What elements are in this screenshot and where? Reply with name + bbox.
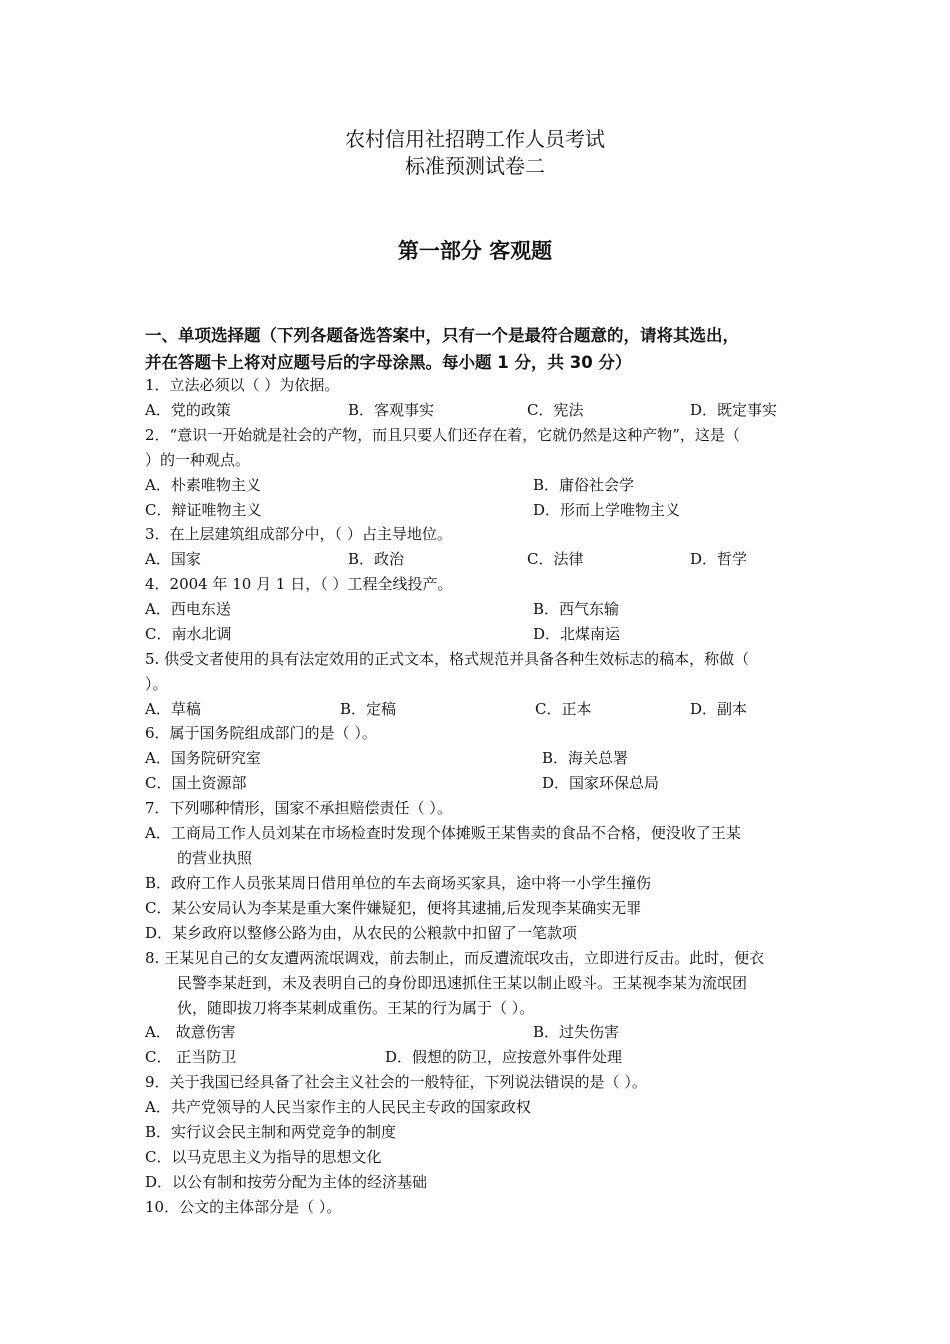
- option-d: D．既定事实: [690, 401, 778, 419]
- option-a: A．共产党领导的人民当家作主的人民民主专政的国家政权: [145, 1098, 531, 1116]
- option-a-cont: 的营业执照: [177, 849, 253, 867]
- option-d: D．某乡政府以整修公路为由，从农民的公粮款中扣留了一笔款项: [145, 924, 578, 942]
- option-d: D．哲学: [690, 550, 748, 568]
- question-stem: 10．公文的主体部分是（ ）。: [145, 1198, 342, 1216]
- option-d: D．形而上学唯物主义: [533, 501, 681, 519]
- option-b: B．政治: [348, 550, 405, 568]
- option-d: D．以公有制和按劳分配为主体的经济基础: [145, 1173, 428, 1191]
- option-b: B．定稿: [340, 700, 397, 718]
- option-a: A．朴素唯物主义: [145, 476, 261, 494]
- option-c: C．宪法: [527, 401, 584, 419]
- question-stem-cont: 民警李某赶到，未及表明自己的身份即迅速抓住王某以制止殴斗。王某视李某为流氓团: [177, 974, 748, 992]
- option-b: B．政府工作人员张某周日借用单位的车去商场买家具，途中将一小学生撞伤: [145, 874, 652, 892]
- option-b: B．海关总署: [542, 749, 629, 767]
- option-c: C．正本: [535, 700, 592, 718]
- option-c: C．国土资源部: [145, 774, 247, 792]
- question-stem: 4．2004 年 10 月 1 日，（ ）工程全线投产。: [145, 575, 453, 593]
- question-stem: 2．“意识一开始就是社会的产物，而且只要人们还存在着，它就仍然是这种产物”，这是（: [145, 426, 740, 444]
- section-heading-line1: 一、单项选择题（下列各题备选答案中，只有一个是最符合题意的，请将其选出，: [145, 326, 739, 345]
- option-d: D．北煤南运: [533, 625, 621, 643]
- part-heading: 第一部分 客观题: [397, 238, 553, 263]
- option-a: A．党的政策: [145, 401, 231, 419]
- question-stem: 9．关于我国已经具备了社会主义社会的一般特征，下列说法错误的是（ ）。: [145, 1073, 647, 1091]
- option-b: B．客观事实: [348, 401, 435, 419]
- question-stem-cont: 伙，随即拔刀将李某刺成重伤。王某的行为属于（ ）。: [177, 999, 535, 1017]
- option-b: B．庸俗社会学: [533, 476, 635, 494]
- option-d: D．副本: [690, 700, 748, 718]
- option-b: B．西气东输: [533, 600, 620, 618]
- exam-title: 农村信用社招聘工作人员考试: [345, 127, 605, 151]
- option-c: C． 正当防卫: [145, 1048, 237, 1066]
- option-a: A．国务院研究室: [145, 749, 261, 767]
- option-d: D．假想的防卫，应按意外事件处理: [385, 1048, 623, 1066]
- option-c: C．以马克思主义为指导的思想文化: [145, 1148, 382, 1166]
- option-a: A．西电东送: [145, 600, 231, 618]
- question-stem: 6．属于国务院组成部门的是（ ）。: [145, 724, 377, 742]
- section-heading-line2: 并在答题卡上将对应题号后的字母涂黑。每小题 1 分，共 30 分）: [145, 353, 632, 372]
- exam-subtitle: 标准预测试卷二: [405, 154, 545, 178]
- option-c: C．南水北调: [145, 625, 232, 643]
- question-stem: 8. 王某见自己的女友遭两流氓调戏，前去制止，而反遭流氓攻击，立即进行反击。此时，便衣: [145, 949, 765, 967]
- question-stem-cont: ）。: [145, 675, 168, 693]
- option-b: B．实行议会民主制和两党竞争的制度: [145, 1123, 397, 1141]
- question-stem-cont: ）的一种观点。: [145, 451, 251, 469]
- question-stem: 1．立法必须以（ ）为依据。: [145, 376, 340, 394]
- option-c: C．辩证唯物主义: [145, 501, 262, 519]
- option-a: A．草稿: [145, 700, 201, 718]
- question-stem: 7．下列哪种情形，国家不承担赔偿责任（ ）。: [145, 799, 452, 817]
- option-c: C．某公安局认为李某是重大案件嫌疑犯，便将其逮捕,后发现李某确实无罪: [145, 899, 642, 917]
- option-d: D．国家环保总局: [542, 774, 660, 792]
- question-stem: 3．在上层建筑组成部分中，（ ）占主导地位。: [145, 525, 452, 543]
- option-a: A． 故意伤害: [145, 1023, 236, 1041]
- option-a: A．工商局工作人员刘某在市场检查时发现个体摊贩王某售卖的食品不合格，便没收了王某: [145, 824, 741, 842]
- option-a: A．国家: [145, 550, 201, 568]
- question-stem: 5. 供受文者使用的具有法定效用的正式文本，格式规范并具备各种生效标志的稿本，称做（: [145, 650, 750, 668]
- option-c: C．法律: [527, 550, 584, 568]
- option-b: B．过失伤害: [533, 1023, 620, 1041]
